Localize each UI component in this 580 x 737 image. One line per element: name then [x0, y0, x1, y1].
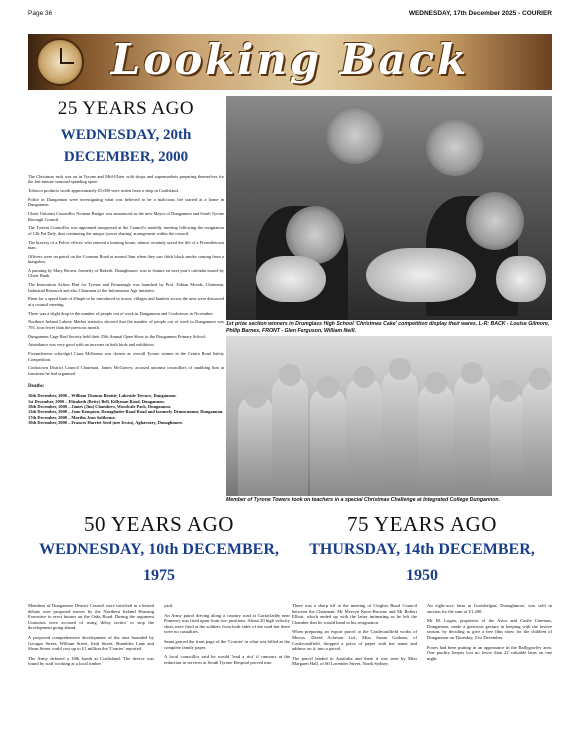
section-heading: 75 YEARS AGO	[347, 512, 497, 536]
paragraph: A local councillor said he would 'lead a riot' if rumours at the reduction in services at South Tyrone Hospital proved true.	[164, 654, 290, 665]
paragraph: 18th December, 2000 – James (Jim) Chambers, Woodvale Park, Dungannon.	[28, 404, 172, 410]
section-75-years	[292, 512, 552, 671]
deaths-list	[28, 393, 224, 425]
paragraph: Tobacco products worth approximately £5,000 were stolen from a shop in Coalisland.	[28, 188, 179, 194]
section-column	[292, 603, 417, 671]
paragraph: The Torrent Councillor was appointed unopposed at the Council's monthly meeting following the resignation of Cllr Pat Daly, thus continuing the unique 'power sharing' arrangement within the council.	[28, 225, 224, 236]
section-body	[28, 174, 224, 376]
paragraph: When preparing an export parcel at the Castlecaulfield works of Messrs. David Acheson Ltd., Miss Susan Graham, of Castlecaulfield, dropped a piece of paper with her name and address on it, into a parcel.	[292, 629, 417, 652]
photo-caption: 1st prize section winners in Drumglass High School 'Christmas Cake' competition display their wares. L-R: BACK - Louise Gilmore, Philip Barnes, FRONT - Glen Ferguson, William Neill.	[226, 321, 550, 334]
paragraph: An eight-acre farm at Gortshalgan, Donaghmore, was sold in auction for the sum of £1,200.	[427, 603, 552, 614]
page-number: Page 36	[28, 10, 53, 17]
paragraph: 13th December, 2000 – Joan Kempton, Donaghadee Road Road and formerly Drumcunnur, Dungannon.	[28, 409, 224, 415]
paragraph: There was a sharp tiff at the meeting of Clogher Rural Council between the Chairman, Mr Mervyn Knox-Browne and Mr Robert Elliott, which ended up with the latter intimating as he left the Chamber that he would hand in his resignation.	[292, 603, 417, 625]
paragraph: The Christmas rush was on in Tyrone and Mid-Ulster with shops and supermarkets preparing themselves for the last minute seasonal spending spree.	[28, 174, 224, 185]
photo-caption: Member of Tyrone Towers took on teachers in a special Christmas Challenge at Integrated College Dungannon.	[226, 497, 501, 503]
paragraph: Dungannon Cage Bird Society held their 25th Annual Open Show in the Dungannon Primary School.	[28, 333, 207, 339]
paragraph: Members of Dungannon District Council were involved in a heated debate over proposed moves by the Northern Ireland Housing Executive to erect houses on the Oaks Road. During the argument Unionists were accused of using 'delay tactics' to stop the development going ahead.	[28, 603, 154, 631]
paragraph: A proposed comprehensive development of the area bounded by Georges Street, William Street, Irish Street, Shambles Lane and Sloan Street could cost up to £1 million the 'Courier' reported.	[28, 634, 154, 652]
paragraph: Mr M. Logan, proprietor of the Astor and Castle Cinemas, Dungannon, made a generous gesture in keeping with the festive season, by deciding to give a free film show for the children of Dungannon on Thursday, 21st December.	[427, 618, 552, 640]
paragraph: Santa graced the front page of the 'Courier' in what was billed as the complete family paper.	[164, 638, 290, 650]
section-heading: 25 YEARS AGO	[57, 98, 195, 119]
section-date: WEDNESDAY, 20th DECEMBER, 2000	[60, 127, 192, 165]
paragraph: A painting by Mary Brown, formerly of Bakerh, Donaghmore, was to feature on next year's calendar issued by Ulster Bank.	[28, 268, 224, 279]
paragraph: Foxes had been putting in an appearance in the Ballygawley area. One poultry keeper lost no fewer than 22 valuable hens on one night.	[427, 644, 552, 661]
deaths-heading: Deaths:	[28, 384, 45, 390]
paragraph: Officers were on patrol on the Coonean Road at around 3am when they saw thick black smoke coming from a bungalow.	[28, 253, 224, 265]
paragraph: The Innovation Action Plan for Tyrone and Fermanagh was launched by Prof. Fabian Monds, Chairman, Industrial Research and also Chairman of the Information Age initiative.	[28, 282, 224, 293]
section-50-years	[28, 512, 290, 671]
paragraph: Cookstown District Council Chairman, James McGarvey, accused unionist councillors of snubbing him at functions he had organised.	[28, 365, 224, 376]
looking-back-banner	[28, 34, 552, 90]
photo-christmas-cake	[226, 96, 552, 320]
paragraph: 1st December, 2000 – Elizabeth (Betty) Bell, Killyman Road, Dungannon.	[28, 398, 165, 404]
paragraph: Northern Ireland Labour Market statistics showed that the number of people out of work in Dungannon was 793, four fewer than the previous month.	[28, 319, 224, 330]
paragraph: The Army defused a 10lb bomb at Coalisland. The device was found by staff working at a local timber	[28, 655, 154, 667]
paragraph: Attendance was very good with an increase in both birds and exhibitors.	[28, 342, 155, 348]
section-date: THURSDAY, 14th DECEMBER, 1950	[309, 541, 535, 584]
issue-date: WEDNESDAY, 17th December 2025 - COURIER	[408, 10, 552, 17]
section-column	[427, 603, 552, 671]
paragraph: Plans for a speed limit of 20mph to be introduced in towns, villages and hamlets across the area were discussed at a council meeting.	[28, 296, 224, 307]
paragraph: The parcel landed in Australia and there it was seen by Miss Margaret Hall, of 60 Lavender Street, North Sydney.	[292, 655, 417, 667]
section-column	[164, 603, 290, 671]
section-column	[28, 603, 154, 671]
paragraph: 16th December, 2000 – William Thomas Beattie, Lakeside Terrace, Dungannon.	[28, 393, 177, 399]
paragraph: yard.	[164, 603, 174, 608]
paragraph: Ulster Unionist Councillor Norman Badger was announced as the new Mayor of Dungannon and South Tyrone Borough Council.	[28, 211, 224, 222]
photo-tyrone-towers	[226, 336, 552, 496]
paragraph: 10th December, 2000 – Frances Harriet Seed (nee Irwin), Aghaveary, Donaghmore.	[28, 420, 184, 426]
paragraph: There was a slight drop in the number of people out of work in Dungannon and Cookstown in November.	[28, 310, 214, 316]
banner-title: Looking Back	[110, 35, 470, 84]
paragraph: 17th December, 2000 – Martha Jean Salthouse.	[28, 414, 116, 420]
section-heading: 50 YEARS AGO	[84, 512, 234, 536]
paragraph: The bravery of a Police officer, who entered a burning house, almost certainly saved the life of a Fivemiletown man.	[28, 239, 224, 251]
section-date: WEDNESDAY, 10th DECEMBER, 1975	[39, 541, 279, 584]
section-25-years	[28, 98, 224, 426]
paragraph: An Army patrol driving along a country road at Gortacladdy near Pomeroy was fired upon from two positions. About 20 high velocity shots were fired at the soldiers from both sides of the road but there were no casualties.	[164, 612, 290, 635]
paragraph: Fivemiletown schoolgirl Ciara McKenna was chosen as overall Tyrone winner in the Centra Road Safety Competition.	[28, 351, 224, 362]
paragraph: Police in Dungannon were investigating what was believed to be a malicious fire started at a home in Dungannon.	[28, 197, 224, 208]
page-header	[28, 8, 552, 20]
